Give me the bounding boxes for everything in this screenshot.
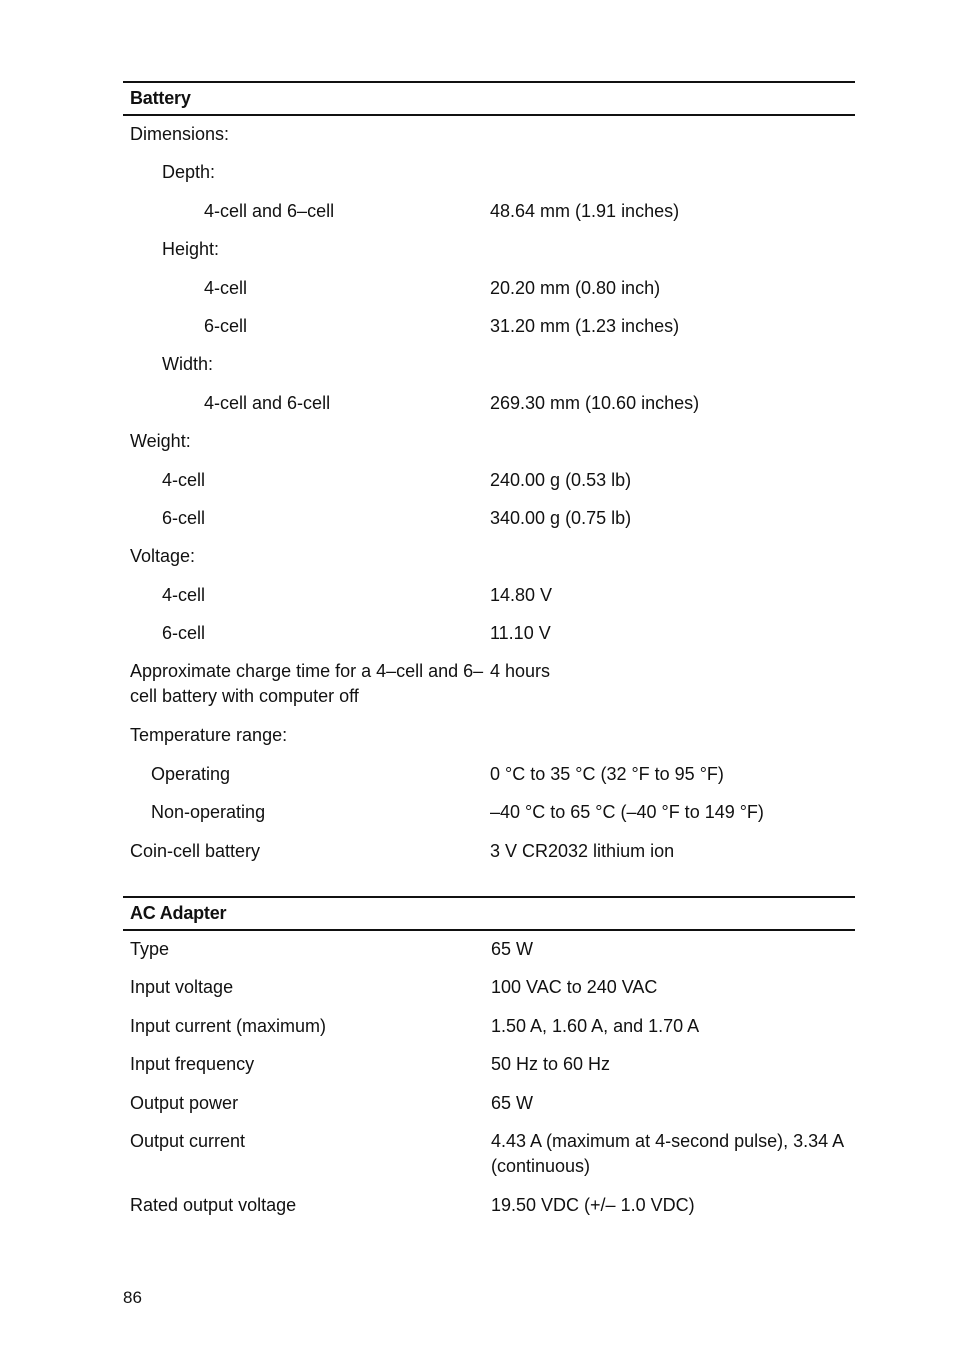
row-value: 14.80 V bbox=[490, 584, 553, 605]
table-row bbox=[123, 154, 855, 192]
table-row bbox=[123, 270, 855, 308]
row-value: 100 VAC to 240 VAC bbox=[491, 977, 658, 998]
row-label: Type bbox=[130, 939, 170, 959]
row-label: Input frequency bbox=[130, 1054, 255, 1075]
table-row bbox=[123, 931, 855, 969]
row-label: 6-cell bbox=[204, 315, 248, 336]
row-value: 65 W bbox=[491, 1092, 534, 1113]
row-value: 11.10 V bbox=[490, 623, 551, 644]
row-value: 19.50 VDC (+/– 1.0 VDC) bbox=[491, 1194, 695, 1215]
row-label: Dimensions: bbox=[130, 124, 230, 144]
table-row bbox=[123, 423, 855, 461]
row-label: 4-cell bbox=[204, 277, 248, 298]
row-label: 4-cell bbox=[162, 584, 206, 605]
row-label: Width: bbox=[162, 354, 214, 375]
table-row bbox=[123, 969, 855, 1007]
table-row bbox=[123, 717, 855, 755]
row-label: Weight: bbox=[130, 431, 191, 452]
row-label: 4-cell and 6–cell bbox=[204, 200, 335, 221]
table-row bbox=[123, 346, 855, 384]
table-row bbox=[123, 653, 855, 717]
table-row bbox=[123, 1046, 855, 1084]
table-row bbox=[123, 833, 855, 871]
row-value: 340.00 g (0.75 lb) bbox=[490, 507, 632, 528]
table-row bbox=[123, 1123, 855, 1187]
row-label: Rated output voltage bbox=[130, 1194, 297, 1215]
row-label: Temperature range: bbox=[130, 725, 288, 746]
ac-adapter-table-header bbox=[123, 896, 855, 931]
table-row bbox=[123, 1187, 855, 1225]
table-row bbox=[123, 462, 855, 500]
row-value: 0 °C to 35 °C (32 °F to 95 °F) bbox=[490, 763, 724, 784]
battery-spec-table bbox=[123, 81, 855, 871]
row-value: 4 hours bbox=[490, 661, 551, 682]
table-row bbox=[123, 615, 855, 653]
table-row bbox=[123, 308, 855, 346]
row-label: Depth: bbox=[162, 162, 216, 183]
table-row bbox=[123, 1085, 855, 1123]
row-value: –40 °C to 65 °C (–40 °F to 149 °F) bbox=[490, 802, 764, 823]
row-value: 20.20 mm (0.80 inch) bbox=[490, 277, 661, 298]
row-label: Operating bbox=[151, 763, 231, 784]
table-row bbox=[123, 116, 855, 154]
table-row bbox=[123, 193, 855, 231]
table-row bbox=[123, 385, 855, 423]
ac-adapter-table-title: AC Adapter bbox=[130, 903, 227, 923]
row-label: Input voltage bbox=[130, 977, 234, 998]
row-label: Height: bbox=[162, 239, 220, 260]
row-label: 4-cell bbox=[162, 469, 206, 490]
row-label: Input current (maximum) bbox=[130, 1015, 327, 1036]
row-label: Output current bbox=[130, 1130, 246, 1151]
table-row bbox=[123, 538, 855, 576]
row-value: 50 Hz to 60 Hz bbox=[491, 1054, 611, 1075]
table-row bbox=[123, 231, 855, 269]
row-value: 269.30 mm (10.60 inches) bbox=[490, 392, 700, 413]
row-value: 3 V CR2032 lithium ion bbox=[490, 840, 675, 861]
row-value: 1.50 A, 1.60 A, and 1.70 A bbox=[491, 1015, 700, 1036]
battery-table-title: Battery bbox=[130, 88, 191, 108]
row-value: 31.20 mm (1.23 inches) bbox=[490, 315, 680, 336]
row-label: Approximate charge time for a 4–cell and 6–cell battery with computer off bbox=[130, 661, 484, 707]
table-row bbox=[123, 794, 855, 832]
row-label: Voltage: bbox=[130, 546, 196, 567]
row-value: 4.43 A (maximum at 4-second pulse), 3.34 A (continuous) bbox=[491, 1130, 844, 1176]
table-row bbox=[123, 577, 855, 615]
battery-table-header bbox=[123, 81, 855, 116]
table-row bbox=[123, 500, 855, 538]
row-label: 6-cell bbox=[162, 623, 206, 644]
row-label: Non-operating bbox=[151, 802, 266, 823]
row-value: 240.00 g (0.53 lb) bbox=[490, 469, 632, 490]
row-value: 65 W bbox=[491, 939, 534, 959]
row-label: 6-cell bbox=[162, 507, 206, 528]
table-row bbox=[123, 756, 855, 794]
row-label: Output power bbox=[130, 1092, 239, 1113]
table-row bbox=[123, 1008, 855, 1046]
ac-adapter-spec-table bbox=[123, 896, 855, 1225]
page-number: 86 bbox=[123, 1288, 142, 1307]
row-label: Coin-cell battery bbox=[130, 840, 261, 861]
row-value: 48.64 mm (1.91 inches) bbox=[490, 200, 680, 221]
row-label: 4-cell and 6-cell bbox=[204, 392, 331, 413]
